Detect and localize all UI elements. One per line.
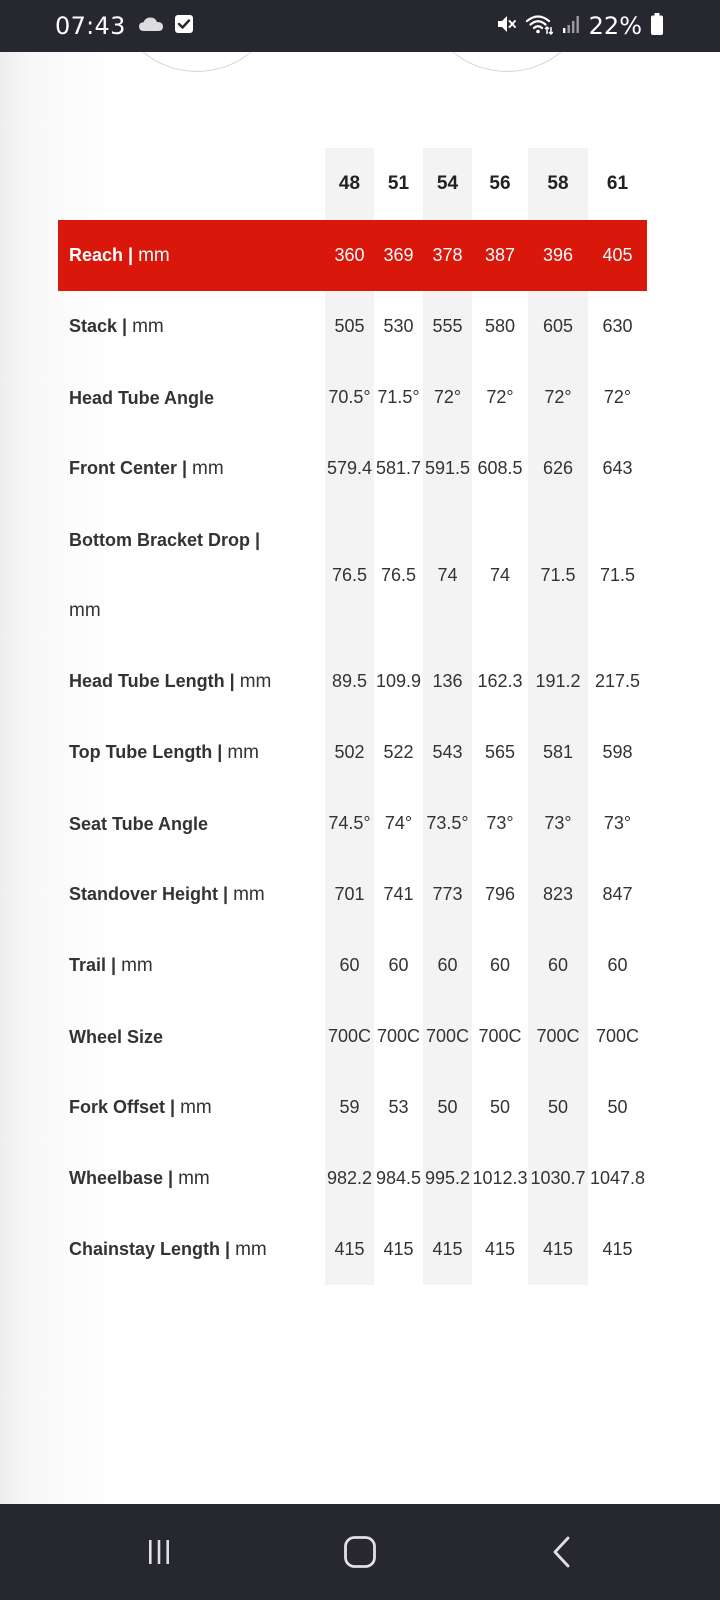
value-cell: 360 [325,220,374,291]
value-cell: 605 [528,291,588,362]
value-cell: 72° [423,362,472,433]
value-cell: 847 [602,884,633,904]
row-label-unit: mm [192,458,224,479]
geometry-row [58,291,647,362]
geometry-row [58,788,647,859]
value-cell: 565 [484,742,516,762]
row-label-name: Wheelbase [69,1168,164,1188]
value-cell: 555 [423,291,472,362]
row-label-separator: | [177,458,193,478]
row-label-name: Wheel Size [69,1026,164,1047]
value-cell: 60 [528,930,588,1001]
value-cell: 995.2 [423,1143,472,1214]
row-label [58,859,325,930]
wifi-icon [525,13,553,39]
geometry-row [58,504,647,646]
value-cell: 1030.7 [528,1143,588,1214]
row-label-unit: mm [178,1168,210,1189]
value-cell: 71.5 [599,564,636,585]
value-cell: 415 [484,1239,516,1259]
battery-percent: 22% [588,12,642,40]
value-cell: 1012.3 [472,1168,528,1188]
value-cell: 415 [423,1214,472,1285]
value-cell: 50 [607,1097,628,1117]
value-cell: 73° [603,813,632,833]
row-label-separator: | [117,316,133,336]
value-cell: 591.5 [423,433,472,504]
row-label [58,1001,325,1072]
row-label-separator: | [106,955,122,975]
mute-icon [495,13,517,39]
value-cell: 581 [528,717,588,788]
row-label-separator: | [224,671,240,691]
value-cell: 643 [602,458,633,478]
value-cell: 579.4 [325,433,374,504]
status-time: 07:43 [55,12,126,40]
value-cell: 60 [325,930,374,1001]
decorative-circle-left [112,52,282,72]
value-cell: 50 [528,1072,588,1143]
value-cell: 530 [383,316,414,336]
value-cell: 796 [484,884,516,904]
row-label [58,220,325,291]
row-label-unit: mm [235,1239,267,1260]
value-cell: 543 [423,717,472,788]
value-cell: 59 [325,1072,374,1143]
value-cell: 700C [423,1001,472,1072]
cloud-icon [138,16,164,36]
row-label [58,1072,325,1143]
back-icon [546,1535,580,1574]
geometry-row [58,859,647,930]
checkbox-icon [174,14,194,38]
value-cell: 700C [478,1026,522,1046]
value-cell: 60 [607,955,628,975]
size-header: 54 [423,148,472,220]
value-cell: 700C [528,1001,588,1072]
row-label-separator: | [212,742,228,762]
value-cell: 415 [528,1214,588,1285]
row-label-name: Standover Height [69,884,219,904]
value-cell: 701 [325,859,374,930]
value-cell: 700C [376,1026,421,1046]
value-cell: 74 [489,564,511,585]
value-cell: 136 [423,646,472,717]
value-cell: 76.5 [325,504,374,646]
row-label-name: Fork Offset [69,1097,166,1117]
row-label-separator: | [163,1168,179,1188]
row-label [58,291,325,362]
row-label [58,646,325,717]
row-label-unit: mm [239,671,272,692]
geometry-table [58,148,647,1285]
value-cell: 741 [383,884,414,904]
geometry-row [58,1072,647,1143]
value-cell: 74° [384,813,413,833]
value-cell: 369 [374,220,423,291]
row-label-unit: mm [69,599,101,621]
row-label-name: Trail [69,955,107,975]
value-cell: 89.5 [325,646,374,717]
value-cell: 626 [528,433,588,504]
size-header: 51 [387,173,410,194]
value-cell: 60 [388,955,409,975]
row-label [58,504,325,646]
value-cell: 162.3 [477,671,523,691]
value-cell: 405 [588,220,647,291]
value-cell: 415 [383,1239,414,1259]
value-cell: 71.5 [528,504,588,646]
value-cell: 50 [489,1097,511,1117]
value-cell: 581.7 [375,458,422,478]
value-cell: 630 [602,316,633,336]
row-label-name: Seat Tube Angle [69,813,209,834]
size-header: 58 [528,148,588,220]
row-label-separator: | [220,1239,236,1259]
geometry-row [58,1214,647,1285]
row-label-name: Bottom Bracket Drop [69,529,251,550]
row-label-name: Head Tube Length [69,671,225,691]
geometry-row [58,930,647,1001]
geometry-row [58,220,647,291]
geometry-page [0,52,720,1504]
value-cell: 700C [595,1026,640,1046]
row-label [58,1214,325,1285]
value-cell: 505 [325,291,374,362]
value-cell: 522 [383,742,414,762]
geometry-row [58,646,647,717]
row-label-name: Top Tube Length [69,742,213,762]
size-header: 61 [606,173,629,194]
value-cell: 73° [486,813,514,833]
geometry-row [58,433,647,504]
row-label [58,788,325,859]
value-cell: 50 [423,1072,472,1143]
row-label [58,433,325,504]
back-button[interactable] [538,1532,588,1576]
navigation-bar [0,1504,720,1600]
value-cell: 72° [528,362,588,433]
home-button[interactable] [335,1532,385,1576]
value-cell: 76.5 [380,564,417,585]
row-label-unit: mm [132,316,164,337]
status-bar [0,0,720,52]
value-cell: 74.5° [325,788,374,859]
row-label [58,362,325,433]
value-cell: 109.9 [375,671,422,691]
row-label-name: Reach [69,245,124,265]
row-label-unit: mm [180,1097,212,1118]
value-cell: 396 [528,220,588,291]
row-label [58,717,325,788]
row-label-separator: | [218,884,234,904]
value-cell: 700C [325,1001,374,1072]
signal-icon [561,14,581,38]
row-label-separator: | [123,245,139,265]
value-cell: 60 [423,930,472,1001]
recent-apps-icon [142,1535,176,1574]
recent-apps-button[interactable] [134,1532,184,1576]
size-header: 56 [489,173,511,194]
value-cell: 73° [528,788,588,859]
size-header: 48 [325,148,374,220]
value-cell: 72° [603,387,632,407]
row-label-unit: mm [138,245,170,266]
value-cell: 378 [423,220,472,291]
row-label-separator: | [165,1097,181,1117]
value-cell: 580 [484,316,516,336]
decorative-circle-right [422,52,592,72]
value-cell: 74 [423,504,472,646]
value-cell: 71.5° [377,387,420,407]
value-cell: 773 [423,859,472,930]
row-label-name: Front Center [69,458,177,478]
row-label-separator: | [250,529,261,550]
row-label-name: Head Tube Angle [69,387,215,408]
row-label [58,1143,325,1214]
value-cell: 70.5° [325,362,374,433]
value-cell: 53 [388,1097,409,1117]
geometry-row [58,362,647,433]
value-cell: 608.5 [477,458,523,478]
value-cell: 415 [602,1239,633,1259]
value-cell: 502 [325,717,374,788]
battery-icon [650,12,664,40]
home-icon [342,1534,378,1575]
value-cell: 191.2 [528,646,588,717]
row-label-name: Stack [69,316,118,336]
value-cell: 387 [472,220,528,291]
row-label-unit: mm [121,955,153,976]
value-cell: 73.5° [423,788,472,859]
row-label-unit: mm [227,742,259,763]
value-cell: 984.5 [375,1168,422,1188]
value-cell: 60 [489,955,511,975]
geometry-row [58,1001,647,1072]
value-cell: 72° [486,387,514,407]
row-label-unit: mm [233,884,265,905]
header-corner [58,148,325,220]
value-cell: 415 [325,1214,374,1285]
value-cell: 1047.8 [589,1168,646,1188]
row-label [58,930,325,1001]
value-cell: 982.2 [325,1143,374,1214]
value-cell: 823 [528,859,588,930]
value-cell: 598 [602,742,633,762]
row-label-name: Chainstay Length [69,1239,221,1259]
value-cell: 217.5 [594,671,641,691]
geometry-row [58,717,647,788]
size-header-row [58,148,647,220]
geometry-row [58,1143,647,1214]
